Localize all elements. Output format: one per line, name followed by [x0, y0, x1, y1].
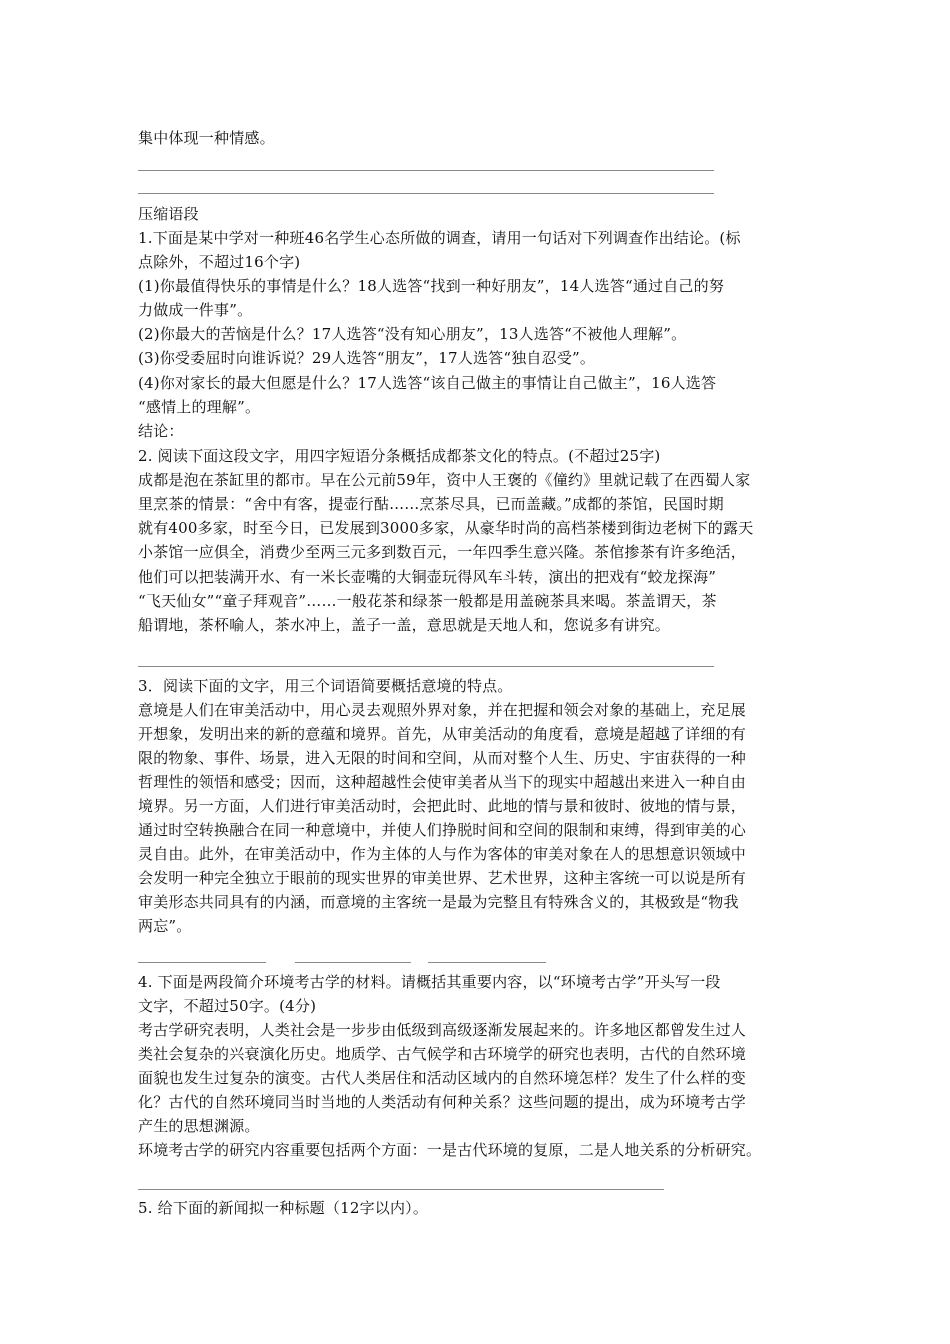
- q1-prompt-line: 1.下面是某中学对一种班46名学生心态所做的调查，请用一句话对下列调查作出结论。(标: [138, 229, 741, 247]
- q1-item: (2)你最大的苦恼是什么？17人选答“没有知心朋友”，13人选答“不被他人理解”。: [138, 325, 687, 343]
- q2-passage-line: 就有400多家，时至今日，已发展到3000多家，从豪华时尚的高档茶楼到街边老树下的露天: [138, 519, 754, 537]
- q1-item: “感情上的理解”。: [138, 398, 261, 416]
- q1-item: (1)你最值得快乐的事情是什么？18人选答“找到一种好朋友”，14人选答“通过自己的努: [138, 277, 725, 295]
- q4-passage-line: 考古学研究表明，人类社会是一步步由低级到高级逐渐发展起来的。许多地区都曾发生过人: [138, 1021, 747, 1039]
- q4-prompt-line: 4. 下面是两段简介环境考古学的材料。请概括其重要内容，以“环境考古学”开头写一段: [138, 973, 721, 991]
- q1-item: (4)你对家长的最大但愿是什么？17人选答“该自己做主的事情让自己做主”，16人选答: [138, 374, 717, 392]
- q2-prompt: 2. 阅读下面这段文字，用四字短语分条概括成都茶文化的特点。(不超过25字): [138, 447, 661, 465]
- q3-passage-line: 两忘”。: [138, 917, 192, 935]
- q3-passage-line: 通过时空转换融合在同一种意境中，并使人们挣脱时间和空间的限制和束缚，得到审美的心: [138, 821, 747, 839]
- q1-prompt-line: 点除外，不超过16个字): [138, 253, 301, 271]
- q3-passage-line: 审美形态共同具有的内涵，而意境的主客统一是最为完整且有特殊含义的，其极致是“物我: [138, 893, 739, 911]
- q2-passage-line: 里烹茶的情景：“舍中有客，提壶行酤……烹茶尽具，已而盖藏。”成都的茶馆，民国时期: [138, 495, 724, 513]
- q2-passage-line: “飞天仙女”“童子拜观音”……一般花茶和绿茶一般都是用盖碗茶具来喝。茶盖谓天，茶: [138, 592, 717, 610]
- q3-passage-line: 开想象，发明出来的新的意蕴和境界。首先，从审美活动的角度看，意境是超越了详细的有: [138, 725, 747, 743]
- q2-passage-line: 小茶馆一应俱全，消费少至两三元多到数百元，一年四季生意兴隆。茶倌掺茶有许多绝活，: [138, 543, 747, 561]
- q3-passage-line: 意境是人们在审美活动中，用心灵去观照外界对象，并在把握和领会对象的基础上，充足展: [138, 701, 747, 719]
- q1-conclusion-label: 结论：: [138, 422, 184, 440]
- intro-line: 集中体现一种情感。: [138, 129, 275, 147]
- q1-item: (3)你受委屈时向谁诉说？29人选答“朋友”，17人选答“独自忍受”。: [138, 349, 596, 367]
- section-title: 压缩语段: [138, 205, 199, 223]
- answer-blank-1: [138, 962, 266, 963]
- q2-passage-line: 船谓地，茶杯喻人，茶水冲上，盖子一盖，意思就是天地人和，您说多有讲究。: [138, 616, 671, 634]
- q3-prompt: 3．阅读下面的文字，用三个词语简要概括意境的特点。: [138, 677, 513, 695]
- q2-passage-line: 他们可以把装满开水、有一米长壶嘴的大铜壶玩得风车斗转，演出的把戏有“蛟龙探海”: [138, 568, 717, 586]
- q2-passage-line: 成都是泡在茶缸里的都市。早在公元前59年，资中人王褒的《僮约》里就记载了在西蜀人家: [138, 471, 751, 489]
- q4-prompt-line: 文字，不超过50字。(4分): [138, 997, 317, 1015]
- q1-item: 力做成一件事”。: [138, 301, 253, 319]
- answer-line-3: [138, 666, 714, 667]
- q3-passage-line: 境界。另一方面，人们进行审美活动时，会把此时、此地的情与景和彼时、彼地的情与景，: [138, 797, 747, 815]
- q3-passage-line: 哲理性的领悟和感受；因而，这种超越性会使审美者从当下的现实中超越出来进入一种自由: [138, 773, 747, 791]
- q4-passage-line: 产生的思想渊源。: [138, 1117, 260, 1135]
- q3-passage-line: 限的物象、事件、场景，进入无限的时间和空间，从而对整个人生、历史、宇宙获得的一种: [138, 749, 747, 767]
- answer-line-4: [138, 1189, 664, 1190]
- q3-passage-line: 会发明一种完全独立于眼前的现实世界的审美世界、艺术世界，这种主客统一可以说是所有: [138, 869, 747, 887]
- q4-passage-line: 环境考古学的研究内容重要包括两个方面：一是古代环境的复原，二是人地关系的分析研究。: [138, 1141, 762, 1159]
- q3-passage-line: 灵自由。此外，在审美活动中，作为主体的人与作为客体的审美对象在人的思想意识领域中: [138, 845, 747, 863]
- q4-passage-line: 面貌也发生过复杂的演变。古代人类居住和活动区域内的自然环境怎样？发生了什么样的变: [138, 1069, 747, 1087]
- answer-line-1: [138, 170, 714, 171]
- q5-prompt: 5. 给下面的新闻拟一种标题（12字以内）。: [138, 1199, 429, 1217]
- q4-passage-line: 类社会复杂的兴衰演化历史。地质学、古气候学和古环境学的研究也表明，古代的自然环境: [138, 1045, 747, 1063]
- q4-passage-line: 化？古代的自然环境同当时当地的人类活动有何种关系？这些问题的提出，成为环境考古学: [138, 1093, 747, 1111]
- answer-line-2: [138, 193, 714, 194]
- answer-blank-2: [295, 962, 411, 963]
- answer-blank-3: [428, 962, 546, 963]
